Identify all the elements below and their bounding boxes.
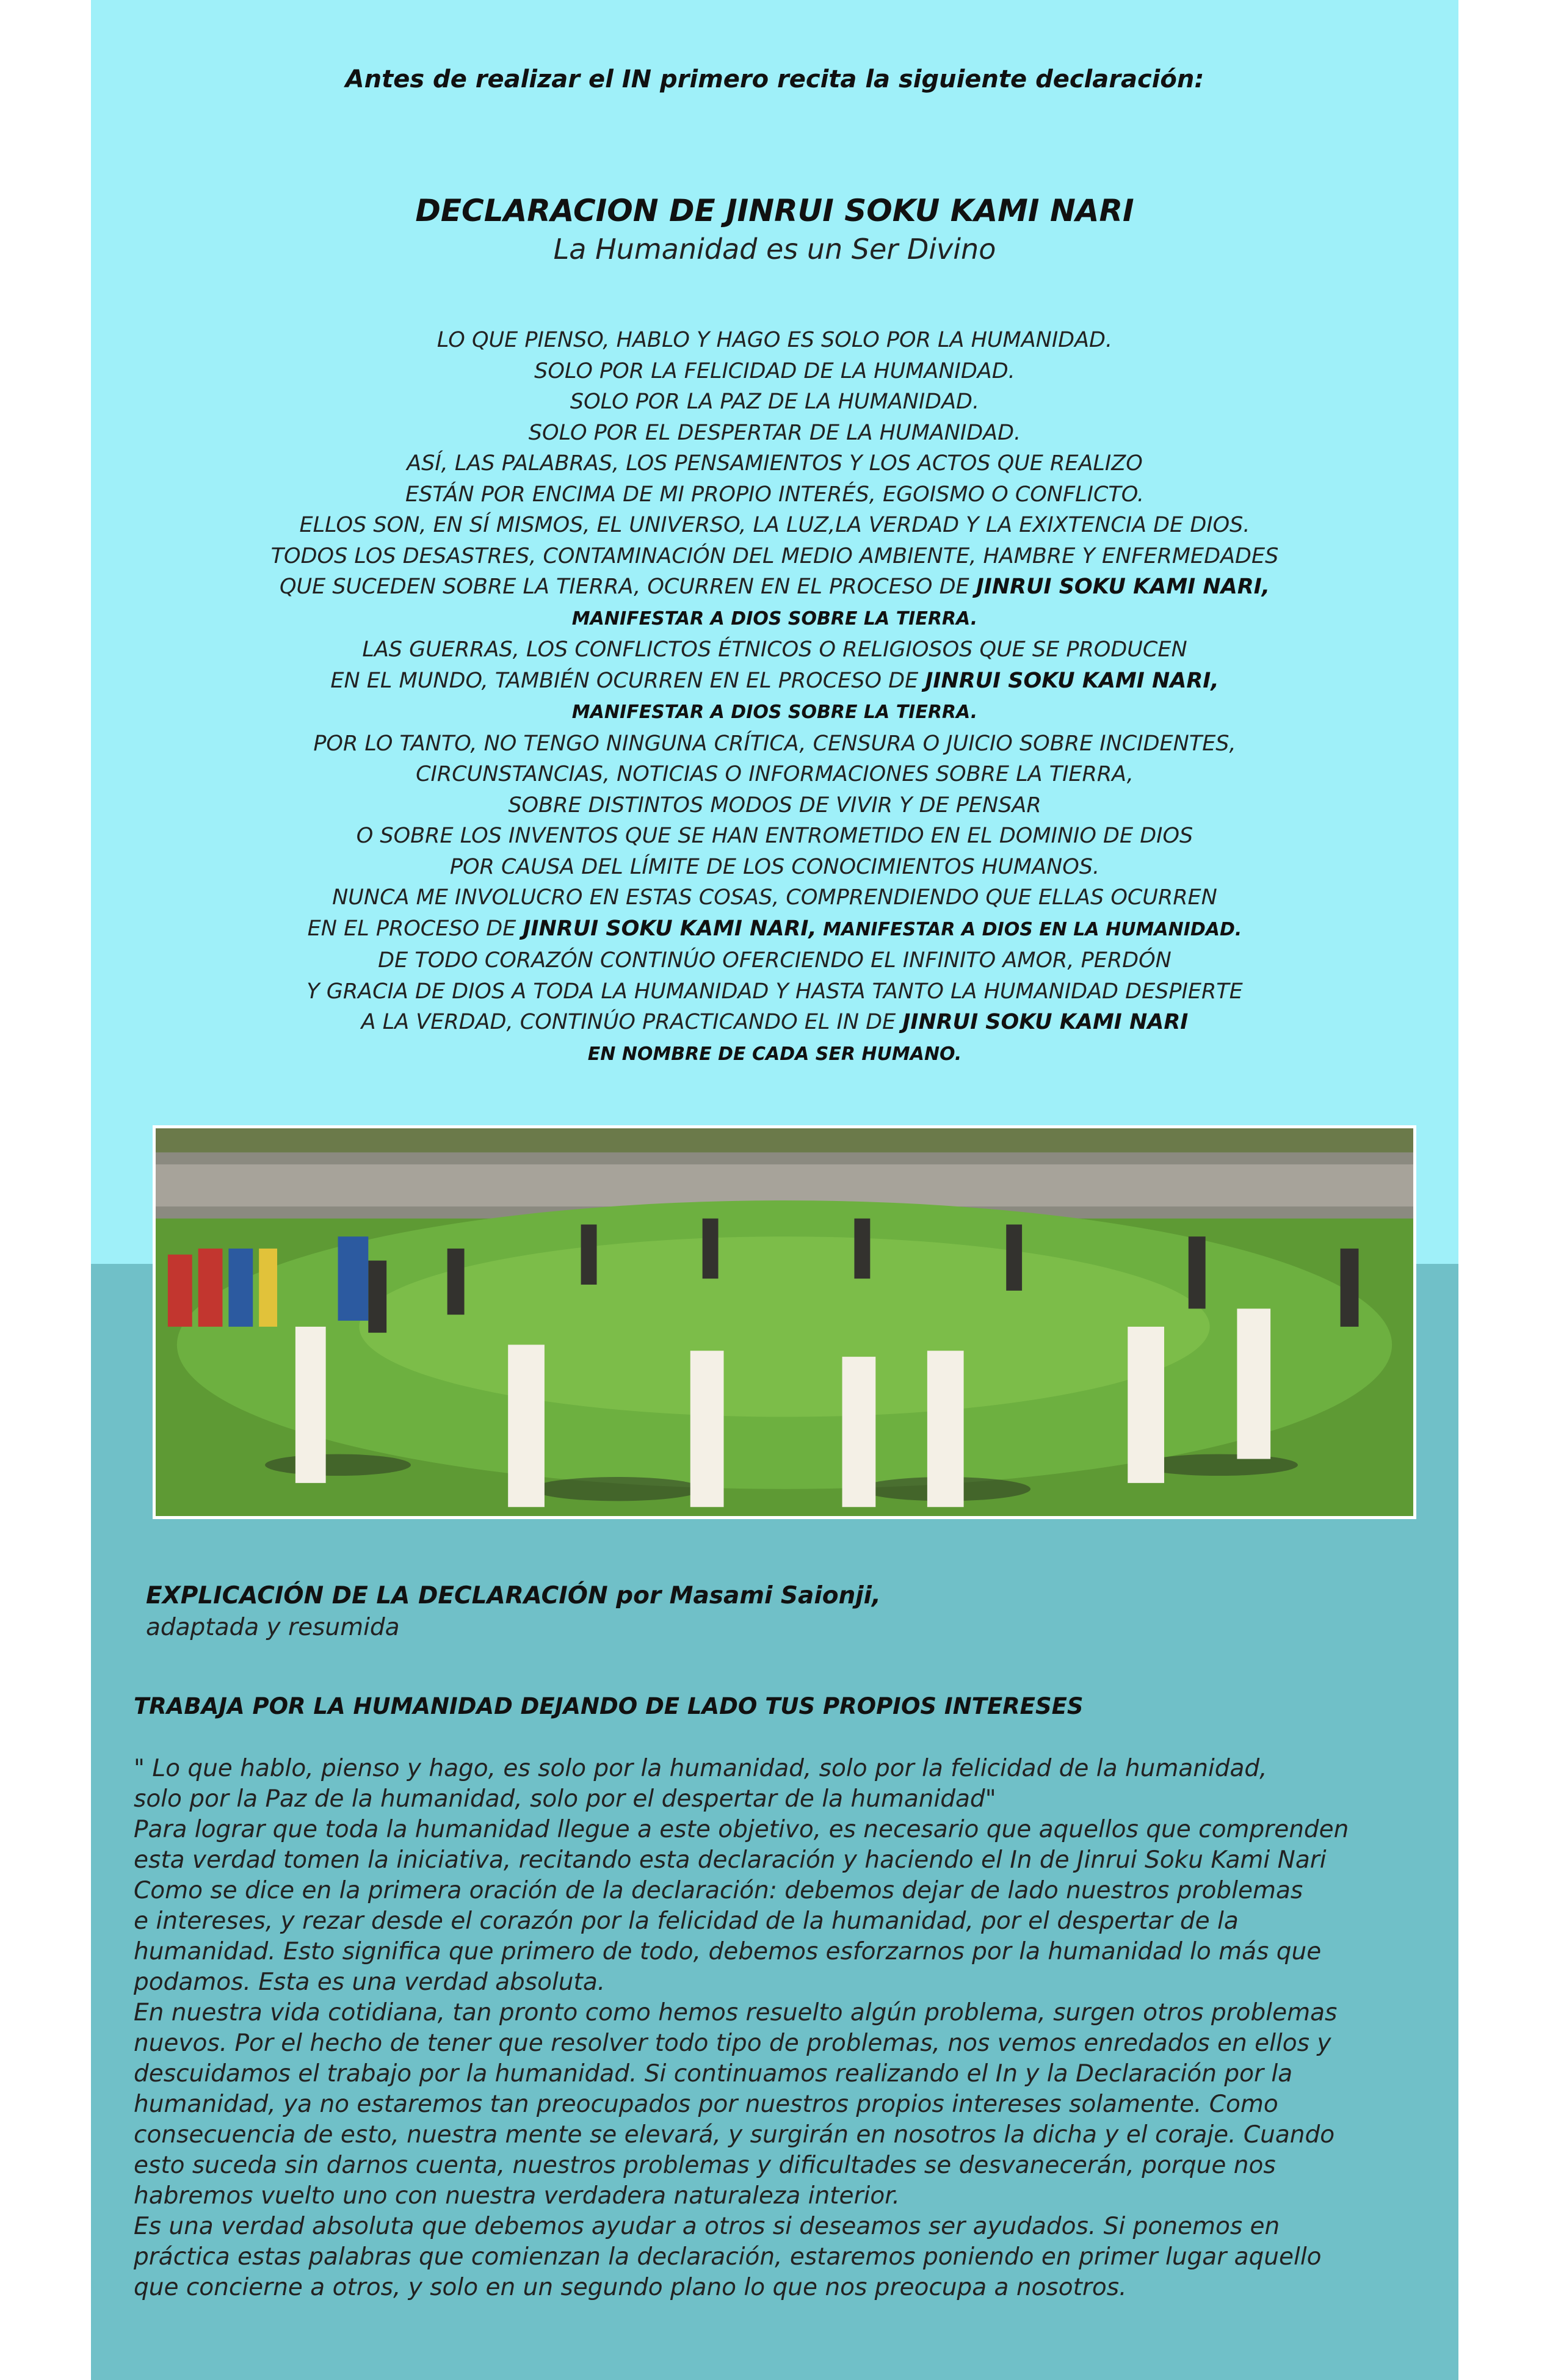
explanation-line: e intereses, y rezar desde el corazón por la felicidad de la humanidad, por el despertar de la (134, 1907, 1239, 1935)
declaration-line (91, 759, 1458, 790)
declaration-line (91, 976, 1458, 1007)
explanation-line: Es una verdad absoluta que debemos ayudar a otros si deseamos ser ayudados. Si ponemos en (134, 2213, 1280, 2240)
explanation-heading: EXPLICACIÓN DE LA DECLARACIÓN por Masami Saionji, (146, 1582, 881, 1609)
declaration-line-emphasis: MANIFESTAR A DIOS SOBRE LA TIERRA. (571, 608, 978, 629)
declaration-line-bold: JINRUI SOKU KAMI NARI, (925, 668, 1219, 693)
declaration-line (91, 386, 1458, 418)
declaration-line (91, 852, 1458, 883)
explanation-line: descuidamos el trabajo por la humanidad. Si continuamos realizando el In y la Declaración por la (134, 2060, 1293, 2088)
explanation-line: podamos. Esta es una verdad absoluta. (134, 1968, 606, 1996)
declaration-line-text: ASÍ, LAS PALABRAS, LOS PENSAMIENTOS Y LOS ACTOS QUE REALIZO (407, 451, 1143, 476)
declaration-line (91, 945, 1458, 976)
declaration-line (91, 882, 1458, 913)
declaration-line-text: LO QUE PIENSO, HABLO Y HAGO ES SOLO POR LA HUMANIDAD. (436, 328, 1113, 352)
declaration-line-text: SOLO POR LA PAZ DE LA HUMANIDAD. (570, 390, 980, 414)
declaration-line (91, 603, 1458, 635)
page-panel (91, 0, 1458, 2380)
declaration-line-bold: JINRUI SOKU KAMI NARI (902, 1010, 1189, 1034)
declaration-line-emphasis: MANIFESTAR A DIOS EN LA HUMANIDAD. (816, 918, 1242, 940)
declaration-line (91, 571, 1458, 603)
explanation-line: habremos vuelto uno con nuestra verdadera naturaleza interior. (134, 2182, 900, 2210)
declaration-line-text: A LA VERDAD, CONTINÚO PRACTICANDO EL IN DE (361, 1010, 903, 1034)
declaration-line-text: POR LO TANTO, NO TENGO NINGUNA CRÍTICA, CENSURA O JUICIO SOBRE INCIDENTES, (313, 731, 1236, 756)
declaration-line-bold: JINRUI SOKU KAMI NARI, (523, 916, 817, 941)
declaration-title: DECLARACION DE JINRUI SOKU KAMI NARI (415, 193, 1134, 228)
explanation-line: nuevos. Por el hecho de tener que resolver todo tipo de problemas, nos vemos enredados en ellos y (134, 2030, 1331, 2057)
explanation-line: esta verdad tomen la iniciativa, recitando esta declaración y haciendo el In de Jinrui Soku Kami Nari (134, 1846, 1327, 1874)
explanation-line: " Lo que hablo, pienso y hago, es solo por la humanidad, solo por la felicidad de la humanidad, (134, 1755, 1267, 1782)
declaration-line-text: O SOBRE LOS INVENTOS QUE SE HAN ENTROMETIDO EN EL DOMINIO DE DIOS (356, 824, 1193, 848)
declaration-line (91, 510, 1458, 541)
declaration-line (91, 634, 1458, 666)
explanation-line: consecuencia de esto, nuestra mente se elevará, y surgirán en nosotros la dicha y el coraje. Cuando (134, 2121, 1335, 2149)
declaration-line (91, 1007, 1458, 1038)
declaration-line (91, 448, 1458, 479)
declaration-line (91, 418, 1458, 449)
explanation-line: esto suceda sin darnos cuenta, nuestros problemas y dificultades se desvanecerán, porque nos (134, 2152, 1276, 2179)
declaration-line (91, 790, 1458, 821)
declaration-line (91, 325, 1458, 356)
declaration-line-text: TODOS LOS DESASTRES, CONTAMINACIÓN DEL MEDIO AMBIENTE, HAMBRE Y ENFERMEDADES (270, 543, 1279, 568)
declaration-line (91, 666, 1458, 697)
declaration-line-text: Y GRACIA DE DIOS A TODA LA HUMANIDAD Y HASTA TANTO LA HUMANIDAD DESPIERTE (306, 979, 1243, 1004)
declaration-line-text: CIRCUNSTANCIAS, NOTICIAS O INFORMACIONES SOBRE LA TIERRA, (416, 762, 1134, 786)
declaration-subtitle: La Humanidad es un Ser Divino (553, 233, 996, 266)
explanation-subheading: adaptada y resumida (146, 1614, 400, 1641)
explanation-line: humanidad. Esto significa que primero de todo, debemos esforzarnos por la humanidad lo más que (134, 1938, 1322, 1965)
declaration-line-text: EN EL MUNDO, TAMBIÉN OCURREN EN EL PROCESO DE (330, 668, 925, 693)
declaration-body (91, 325, 1458, 1070)
declaration-line-text: NUNCA ME INVOLUCRO EN ESTAS COSAS, COMPRENDIENDO QUE ELLAS OCURREN (332, 885, 1217, 910)
declaration-line-text: SOLO POR EL DESPERTAR DE LA HUMANIDAD. (528, 420, 1021, 445)
declaration-line-emphasis: MANIFESTAR A DIOS SOBRE LA TIERRA. (571, 702, 978, 723)
explanation-line: En nuestra vida cotidiana, tan pronto como hemos resuelto algún problema, surgen otros problemas (134, 1999, 1338, 2026)
declaration-line-text: ELLOS SON, EN SÍ MISMOS, EL UNIVERSO, LA LUZ,LA VERDAD Y LA EXIXTENCIA DE DIOS. (299, 513, 1250, 537)
declaration-line-text: SOBRE DISTINTOS MODOS DE VIVIR Y DE PENSAR (508, 793, 1041, 818)
declaration-line-text: QUE SUCEDEN SOBRE LA TIERRA, OCURREN EN EL PROCESO DE (279, 575, 976, 599)
declaration-line-text: EN EL PROCESO DE (307, 916, 523, 941)
declaration-line (91, 913, 1458, 946)
group-photo (153, 1125, 1416, 1519)
explanation-line: Como se dice en la primera oración de la declaración: debemos dejar de lado nuestros problemas (134, 1877, 1303, 1904)
declaration-line-bold: JINRUI SOKU KAMI NARI, (976, 575, 1270, 599)
explanation-body (134, 1754, 1446, 2303)
declaration-line-text: LAS GUERRAS, LOS CONFLICTOS ÉTNICOS O RELIGIOSOS QUE SE PRODUCEN (362, 637, 1187, 662)
intro-text: Antes de realizar el IN primero recita la siguiente declaración: (345, 65, 1204, 93)
declaration-line-text: SOLO POR LA FELICIDAD DE LA HUMANIDAD. (534, 358, 1015, 383)
declaration-line (91, 728, 1458, 760)
declaration-line-text: DE TODO CORAZÓN CONTINÚO OFERCIENDO EL INFINITO AMOR, PERDÓN (378, 948, 1172, 973)
explanation-line: que concierne a otros, y solo en un segundo plano lo que nos preocupa a nosotros. (134, 2274, 1127, 2301)
explanation-line: humanidad, ya no estaremos tan preocupados por nuestros propios intereses solamente. Como (134, 2091, 1278, 2118)
declaration-line (91, 356, 1458, 387)
explanation-line: solo por la Paz de la humanidad, solo por el despertar de la humanidad" (134, 1785, 996, 1813)
declaration-line-text: ESTÁN POR ENCIMA DE MI PROPIO INTERÉS, EGOISMO O CONFLICTO. (405, 482, 1145, 507)
explanation-line: práctica estas palabras que comienzan la declaración, estaremos poniendo en primer lugar aquello (134, 2243, 1322, 2271)
declaration-line (91, 1038, 1458, 1070)
declaration-line (91, 696, 1458, 728)
declaration-line-text: POR CAUSA DEL LÍMITE DE LOS CONOCIMIENTOS HUMANOS. (449, 854, 1100, 879)
declaration-line (91, 541, 1458, 572)
section-title: TRABAJA POR LA HUMANIDAD DEJANDO DE LADO TUS PROPIOS INTERESES (134, 1693, 1084, 1719)
group-photo-illustration (156, 1128, 1413, 1516)
declaration-line-emphasis: EN NOMBRE DE CADA SER HUMANO. (587, 1043, 962, 1065)
declaration-line (91, 479, 1458, 510)
explanation-line: Para lograr que toda la humanidad llegue a este objetivo, es necesario que aquellos que comprenden (134, 1816, 1349, 1843)
declaration-line (91, 821, 1458, 852)
